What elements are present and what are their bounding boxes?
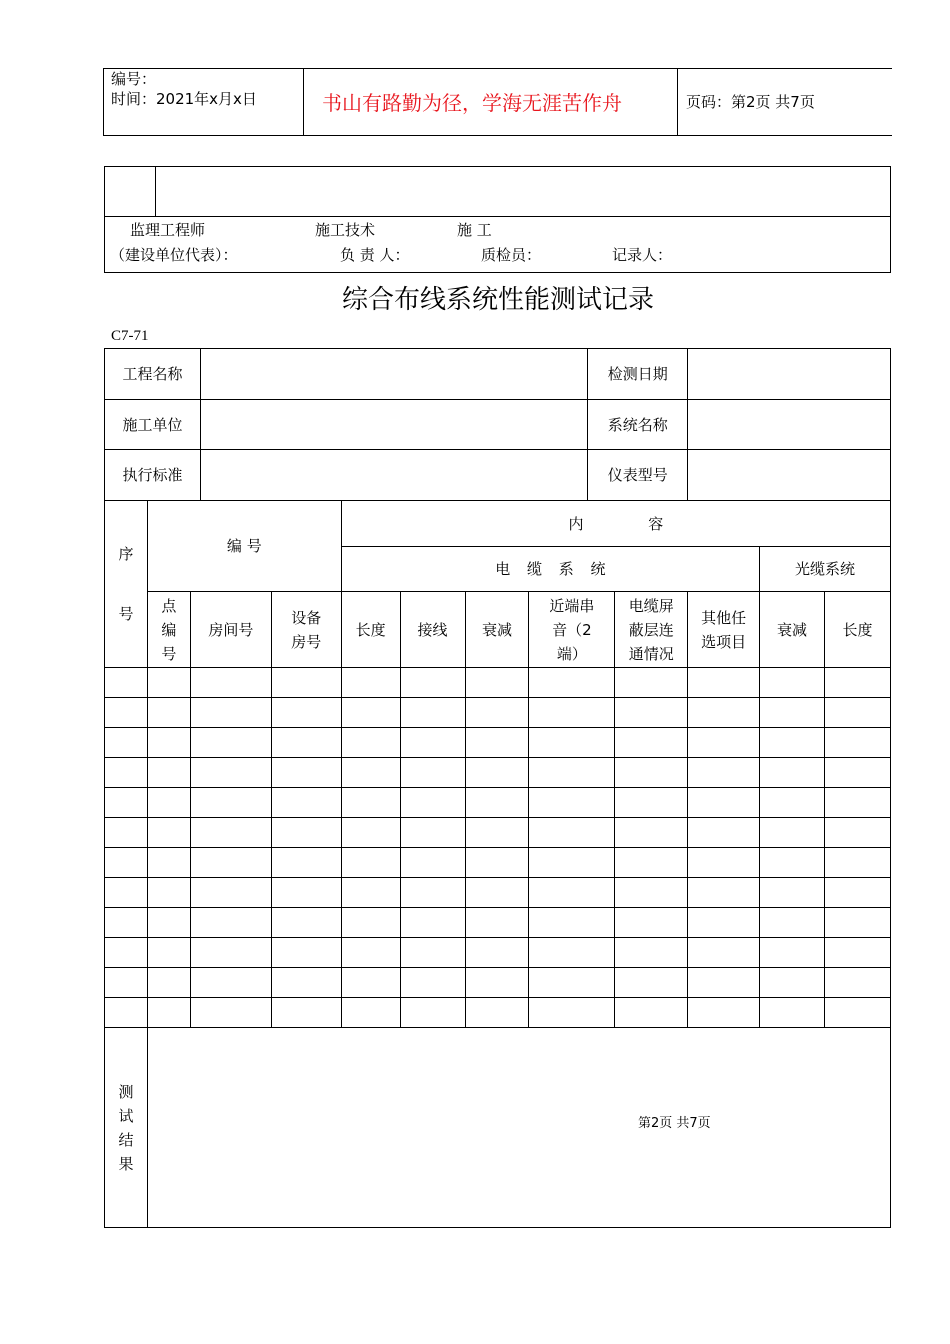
- table-cell[interactable]: [615, 698, 688, 728]
- table-cell[interactable]: [465, 698, 529, 728]
- table-cell[interactable]: [688, 818, 760, 848]
- table-cell[interactable]: [529, 758, 615, 788]
- table-row: [105, 728, 891, 758]
- header-cable-system: 电 缆 系 统: [341, 547, 759, 592]
- table-cell[interactable]: [465, 728, 529, 758]
- table-cell[interactable]: [760, 758, 825, 788]
- table-cell[interactable]: [341, 968, 400, 998]
- result-area[interactable]: [147, 1028, 890, 1228]
- info-value-project[interactable]: [200, 349, 587, 400]
- table-cell[interactable]: [105, 758, 148, 788]
- table-cell[interactable]: [615, 998, 688, 1028]
- table-cell[interactable]: [760, 728, 825, 758]
- supervisor-line2: （建设单位代表）：: [110, 246, 238, 264]
- table-cell[interactable]: [825, 818, 891, 848]
- table-row: [105, 698, 891, 728]
- info-value-instrument[interactable]: [688, 450, 891, 501]
- table-cell[interactable]: [529, 818, 615, 848]
- table-cell[interactable]: [825, 758, 891, 788]
- table-row: [105, 758, 891, 788]
- table-cell[interactable]: [400, 728, 465, 758]
- table-cell[interactable]: [190, 728, 271, 758]
- table-cell[interactable]: [271, 668, 341, 698]
- page-title: 综合布线系统性能测试记录: [341, 285, 654, 315]
- table-cell[interactable]: [465, 788, 529, 818]
- info-label-project: 工程名称: [105, 349, 201, 400]
- table-row: [105, 908, 891, 938]
- supervisor-line1: 监理工程师: [130, 221, 206, 239]
- footer-page: 第2页 共7页: [637, 1116, 711, 1131]
- table-cell[interactable]: [688, 998, 760, 1028]
- info-label-standard: 执行标准: [105, 450, 201, 501]
- table-cell[interactable]: [190, 848, 271, 878]
- table-cell[interactable]: [825, 968, 891, 998]
- table-cell[interactable]: [190, 788, 271, 818]
- table-cell[interactable]: [760, 908, 825, 938]
- table-cell[interactable]: [400, 938, 465, 968]
- table-cell[interactable]: [760, 698, 825, 728]
- table-cell[interactable]: [147, 908, 190, 938]
- header-wiring: 接线: [400, 592, 465, 668]
- table-cell[interactable]: [760, 668, 825, 698]
- table-cell[interactable]: [688, 728, 760, 758]
- header-next: 近端串 音（2 端）: [529, 592, 615, 668]
- table-cell[interactable]: [341, 668, 400, 698]
- table-cell[interactable]: [190, 668, 271, 698]
- table-cell[interactable]: [190, 998, 271, 1028]
- constr-line2: 质检员：: [481, 246, 542, 264]
- table-cell[interactable]: [105, 908, 148, 938]
- table-cell[interactable]: [465, 848, 529, 878]
- table-cell[interactable]: [271, 788, 341, 818]
- tech-line2: 负 责 人：: [340, 246, 410, 264]
- info-label-date: 检测日期: [588, 349, 688, 400]
- table-cell[interactable]: [147, 758, 190, 788]
- info-value-unit[interactable]: [200, 400, 587, 450]
- table-cell[interactable]: [688, 878, 760, 908]
- table-cell[interactable]: [271, 968, 341, 998]
- table-cell[interactable]: [147, 848, 190, 878]
- header-point-no: 点 编 号: [147, 592, 190, 668]
- table-row: [105, 968, 891, 998]
- table-cell[interactable]: [615, 758, 688, 788]
- header-seq: 序 号: [105, 501, 148, 668]
- table-cell[interactable]: [341, 998, 400, 1028]
- table-cell[interactable]: [688, 758, 760, 788]
- table-cell[interactable]: [529, 878, 615, 908]
- constr-line1: 施 工: [457, 221, 492, 239]
- table-cell[interactable]: [760, 818, 825, 848]
- table-cell[interactable]: [529, 908, 615, 938]
- table-cell[interactable]: [760, 968, 825, 998]
- table-cell[interactable]: [147, 728, 190, 758]
- table-cell[interactable]: [529, 968, 615, 998]
- table-cell[interactable]: [825, 788, 891, 818]
- table-cell[interactable]: [615, 788, 688, 818]
- table-cell[interactable]: [400, 908, 465, 938]
- header-room-no: 房间号: [190, 592, 271, 668]
- info-label-instrument: 仪表型号: [588, 450, 688, 501]
- table-cell[interactable]: [341, 698, 400, 728]
- table-cell[interactable]: [465, 908, 529, 938]
- table-cell[interactable]: [825, 878, 891, 908]
- table-row: [105, 878, 891, 908]
- info-table: [104, 348, 891, 501]
- table-cell[interactable]: [825, 848, 891, 878]
- table-cell[interactable]: [688, 848, 760, 878]
- table-cell[interactable]: [688, 668, 760, 698]
- table-cell[interactable]: [341, 758, 400, 788]
- table-cell[interactable]: [400, 878, 465, 908]
- table-row: [105, 848, 891, 878]
- table-cell[interactable]: [147, 938, 190, 968]
- table-cell[interactable]: [465, 938, 529, 968]
- header-fiber-system: 光缆系统: [760, 547, 891, 592]
- header-equip-room: 设备 房号: [271, 592, 341, 668]
- table-cell[interactable]: [688, 698, 760, 728]
- table-cell[interactable]: [529, 938, 615, 968]
- table-cell[interactable]: [465, 818, 529, 848]
- table-cell[interactable]: [105, 668, 148, 698]
- table-cell[interactable]: [825, 668, 891, 698]
- table-cell[interactable]: [825, 698, 891, 728]
- table-cell[interactable]: [105, 788, 148, 818]
- table-cell[interactable]: [529, 728, 615, 758]
- table-cell[interactable]: [400, 668, 465, 698]
- header-fiber-length: 长度: [825, 592, 891, 668]
- table-cell[interactable]: [760, 938, 825, 968]
- table-cell[interactable]: [400, 698, 465, 728]
- table-cell[interactable]: [271, 728, 341, 758]
- table-cell[interactable]: [529, 998, 615, 1028]
- tech-line1: 施工技术: [315, 221, 376, 239]
- table-cell[interactable]: [341, 938, 400, 968]
- table-cell[interactable]: [271, 998, 341, 1028]
- table-cell[interactable]: [271, 848, 341, 878]
- info-value-system[interactable]: [688, 400, 891, 450]
- table-row: [105, 818, 891, 848]
- table-cell[interactable]: [400, 848, 465, 878]
- motto: 书山有路勤为径，学海无涯苦作舟: [322, 91, 622, 115]
- info-label-system: 系统名称: [588, 400, 688, 450]
- table-cell[interactable]: [341, 878, 400, 908]
- table-cell[interactable]: [529, 848, 615, 878]
- table-cell[interactable]: [400, 968, 465, 998]
- table-cell[interactable]: [825, 938, 891, 968]
- info-label-unit: 施工单位: [105, 400, 201, 450]
- table-cell[interactable]: [615, 908, 688, 938]
- number-label: 编号：: [111, 70, 157, 88]
- sign-box-hline: [104, 216, 891, 217]
- header-content: 内 容: [341, 501, 890, 547]
- header-code: 编 号: [147, 501, 341, 592]
- table-cell[interactable]: [147, 788, 190, 818]
- table-cell[interactable]: [190, 968, 271, 998]
- table-cell[interactable]: [341, 788, 400, 818]
- table-cell[interactable]: [760, 878, 825, 908]
- table-cell[interactable]: [147, 668, 190, 698]
- time-label: 时间：2021年x月x日: [111, 90, 257, 108]
- table-cell[interactable]: [105, 998, 148, 1028]
- table-row: [105, 788, 891, 818]
- table-cell[interactable]: [465, 968, 529, 998]
- header-divider-1: [303, 68, 304, 136]
- table-cell[interactable]: [760, 848, 825, 878]
- table-cell[interactable]: [190, 758, 271, 788]
- table-cell[interactable]: [529, 698, 615, 728]
- table-cell[interactable]: [341, 908, 400, 938]
- recorder-label: 记录人：: [612, 246, 673, 264]
- table-cell[interactable]: [465, 668, 529, 698]
- table-cell[interactable]: [825, 908, 891, 938]
- info-value-date[interactable]: [688, 349, 891, 400]
- table-cell[interactable]: [688, 788, 760, 818]
- table-cell[interactable]: [615, 938, 688, 968]
- sign-box-vline: [155, 166, 156, 217]
- table-row: [105, 998, 891, 1028]
- table-cell[interactable]: [271, 758, 341, 788]
- table-cell[interactable]: [465, 998, 529, 1028]
- table-cell[interactable]: [105, 878, 148, 908]
- table-cell[interactable]: [760, 998, 825, 1028]
- table-row: [105, 938, 891, 968]
- table-cell[interactable]: [341, 728, 400, 758]
- table-cell[interactable]: [190, 908, 271, 938]
- table-cell[interactable]: [105, 968, 148, 998]
- test-table: [104, 500, 891, 1228]
- table-cell[interactable]: [190, 938, 271, 968]
- table-cell[interactable]: [688, 938, 760, 968]
- table-cell[interactable]: [105, 938, 148, 968]
- table-cell[interactable]: [400, 788, 465, 818]
- table-cell[interactable]: [825, 998, 891, 1028]
- table-cell[interactable]: [400, 998, 465, 1028]
- table-cell[interactable]: [105, 698, 148, 728]
- table-cell[interactable]: [615, 818, 688, 848]
- table-cell[interactable]: [760, 788, 825, 818]
- table-cell[interactable]: [341, 848, 400, 878]
- table-cell[interactable]: [615, 878, 688, 908]
- table-cell[interactable]: [190, 818, 271, 848]
- table-cell[interactable]: [825, 728, 891, 758]
- table-cell[interactable]: [400, 818, 465, 848]
- header-length: 长度: [341, 592, 400, 668]
- table-cell[interactable]: [105, 848, 148, 878]
- form-code: C7-71: [111, 328, 149, 344]
- table-cell[interactable]: [105, 818, 148, 848]
- table-cell[interactable]: [147, 878, 190, 908]
- table-cell[interactable]: [529, 788, 615, 818]
- table-cell[interactable]: [615, 968, 688, 998]
- header-fiber-atten: 衰减: [760, 592, 825, 668]
- header-divider-2: [677, 68, 678, 136]
- table-cell[interactable]: [271, 698, 341, 728]
- page-info: 页码：第2页 共7页: [686, 93, 815, 111]
- table-cell[interactable]: [465, 758, 529, 788]
- header-shield: 电缆屏 蔽层连 通情况: [615, 592, 688, 668]
- table-cell[interactable]: [147, 818, 190, 848]
- table-cell[interactable]: [341, 818, 400, 848]
- table-cell[interactable]: [190, 698, 271, 728]
- header-attenuation: 衰减: [465, 592, 529, 668]
- info-value-standard[interactable]: [200, 450, 587, 501]
- table-cell[interactable]: [147, 698, 190, 728]
- table-cell[interactable]: [105, 728, 148, 758]
- table-cell[interactable]: [529, 668, 615, 698]
- table-cell[interactable]: [688, 908, 760, 938]
- table-cell[interactable]: [147, 998, 190, 1028]
- table-cell[interactable]: [688, 968, 760, 998]
- table-cell[interactable]: [271, 878, 341, 908]
- table-cell[interactable]: [190, 878, 271, 908]
- table-cell[interactable]: [147, 968, 190, 998]
- table-cell[interactable]: [400, 758, 465, 788]
- table-cell[interactable]: [271, 938, 341, 968]
- table-cell[interactable]: [271, 818, 341, 848]
- header-other: 其他任 选项目: [688, 592, 760, 668]
- table-cell[interactable]: [615, 668, 688, 698]
- table-cell[interactable]: [615, 848, 688, 878]
- table-cell[interactable]: [615, 728, 688, 758]
- table-cell[interactable]: [465, 878, 529, 908]
- table-cell[interactable]: [271, 908, 341, 938]
- table-row: [105, 668, 891, 698]
- result-label: 测 试 结 果: [105, 1028, 148, 1228]
